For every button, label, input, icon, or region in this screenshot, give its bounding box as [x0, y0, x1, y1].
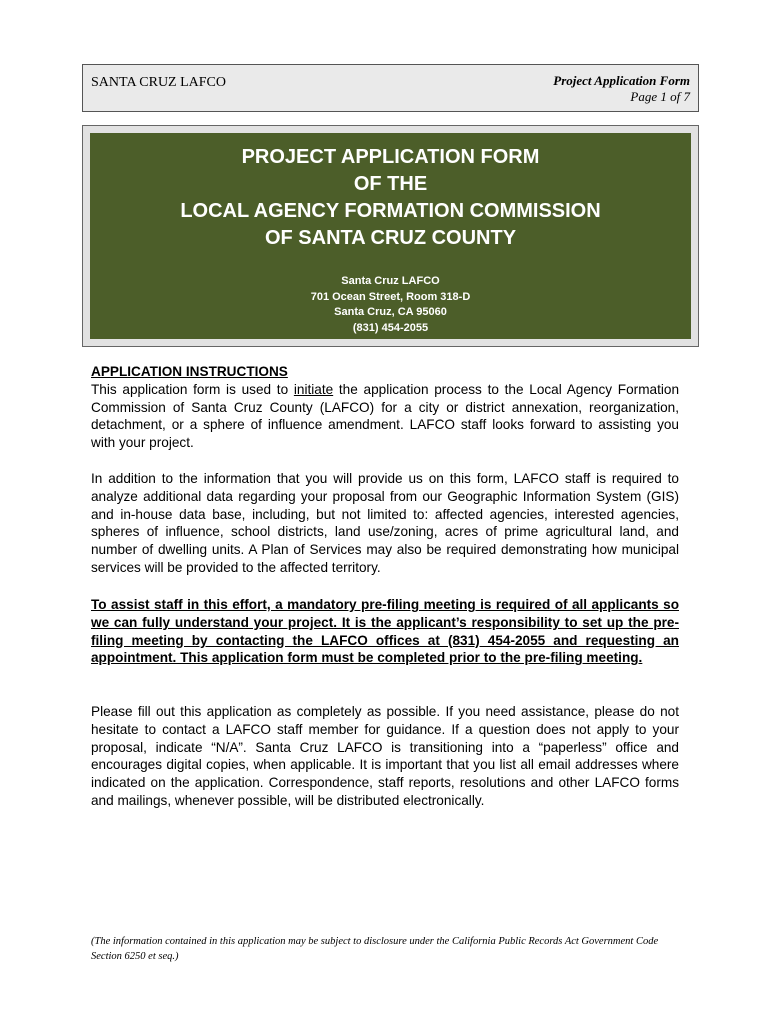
p1-text-start: This application form is used to [91, 381, 294, 397]
address-line-org: Santa Cruz LAFCO [341, 275, 440, 287]
p1-underlined-word: initiate [293, 381, 334, 397]
banner-title-line-3: LOCAL AGENCY FORMATION COMMISSION [180, 200, 601, 222]
disclosure-footnote: (The information contained in this application may be subject to disclosure under the California Public Records Act Government Code Section 6250 et seq.) [91, 936, 659, 962]
address-line-street: 701 Ocean Street, Room 318-D [310, 290, 471, 303]
header-org: SANTA CRUZ LAFCO [91, 75, 227, 90]
instructions-paragraph-2: In addition to the information that you will provide us on this form, LAFCO staff is required to analyze additional data regarding your proposal from our Geographic Information System (GIS) and in-house data base, including, but not limited to: affected agencies, interested agencies, spheres of influence, school districts, land use/zoning, acres of prime agricultural land, and number of dwelling units. A Plan of Services may also be required demonstrating how municipal services will be provided to the affected territory. [91, 471, 679, 575]
page-header [82, 64, 699, 112]
instructions-paragraph-1 [91, 381, 679, 452]
header-page-number: Page 1 of 7 [630, 89, 690, 104]
instructions-paragraph-3-mandatory: To assist staff in this effort, a mandatory pre-filing meeting is required of all applicants so we can fully understand your project. It is the applicant’s responsibility to set up the pre-filing meeting by contacting the LAFCO offices at (831) 454-2055 and requesting an appointment. This application form must be completed prior to the pre-filing meeting. [91, 597, 679, 666]
p1-text-end: the application process to the Local Agency Formation Commission of Santa Cruz County (LAFCO) for a city or district annexation, reorganization, detachment, or a sphere of influence amendment. LAFCO staff looks forward to assisting you with your project. [91, 381, 679, 451]
banner-title-line-1: PROJECT APPLICATION FORM [241, 146, 540, 168]
instructions-paragraph-4: Please fill out this application as completely as possible. If you need assistance, please do not hesitate to contact a LAFCO staff member for guidance. If a question does not apply to your proposal, indicate “N/A”. Santa Cruz LAFCO is transitioning into a “paperless” office and encourages digital copies, when applicable. It is important that you list all email addresses where indicated on the application. Correspondence, staff reports, resolutions and other LAFCO forms and mailings, whenever possible, will be distributed electronically. [91, 704, 679, 808]
header-form-info [553, 73, 690, 105]
address-line-city: Santa Cruz, CA 95060 [334, 306, 447, 318]
title-banner-frame [82, 125, 699, 347]
instructions-section [91, 363, 679, 452]
address-line-phone: (831) 454-2055 [352, 321, 429, 334]
instructions-heading: APPLICATION INSTRUCTIONS [91, 364, 288, 379]
title-banner [90, 133, 691, 339]
banner-title-line-2: OF THE [353, 173, 428, 195]
banner-title-line-4: OF SANTA CRUZ COUNTY [264, 227, 517, 249]
banner-address [90, 274, 691, 336]
header-form-name: Project Application Form [553, 73, 690, 88]
